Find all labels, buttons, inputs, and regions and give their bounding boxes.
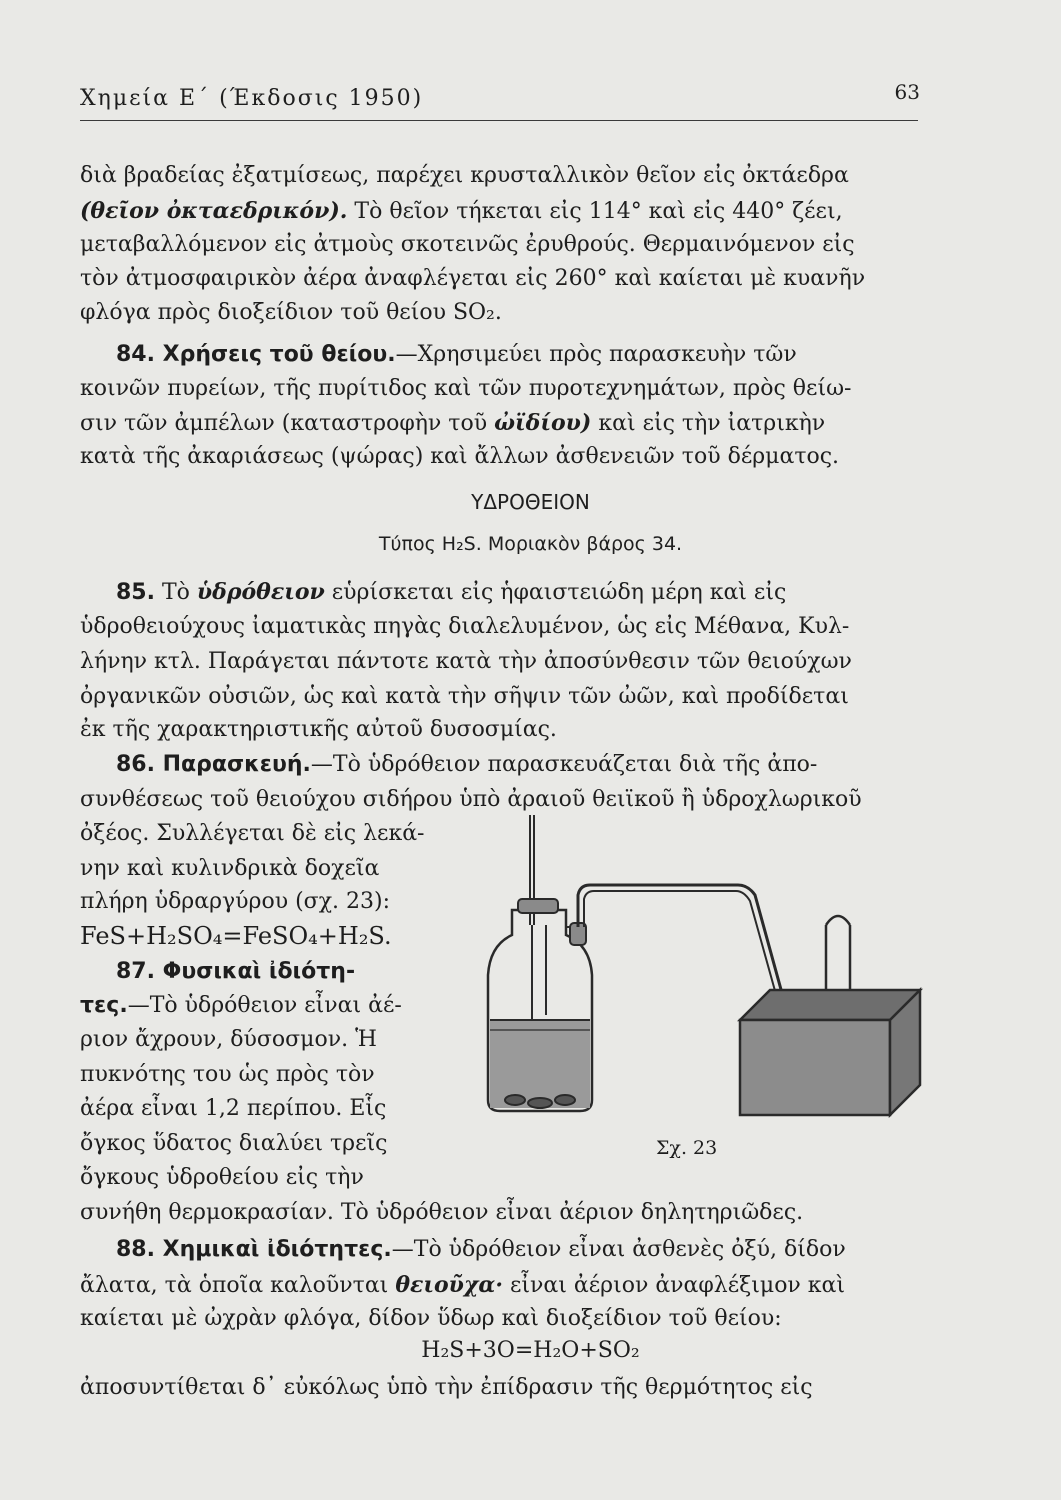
section-87 [80,958,460,986]
header-rule [80,120,918,121]
section-heading: 88. Χημικαὶ ἰδιότητες. [116,1237,392,1262]
text-line: ὀξέος. Συλλέγεται δὲ εἰς λεκά- [80,821,425,846]
section-88: 88. Χημικαὶ ἰδιότητες.—Τὸ ὑδρόθειον εἶναι ἀσθενὲς ὀξύ, δίδον [116,1237,846,1262]
text-line: σιν τῶν ἀμπέλων (καταστροφὴν τοῦ ὠϊδίου) καὶ εἰς τὴν ἰατρικὴν [80,410,826,436]
acid-liquid [490,1020,590,1108]
reaction-formula: H₂S+3O=H₂O+SO₂ [421,1338,640,1363]
section-heading: 84. Χρήσεις τοῦ θείου. [116,342,396,367]
section-subtitle: Τύπος H₂S. Μοριακὸν βάρος 34. [378,533,683,555]
text-line: συνθέσεως τοῦ θειούχου σιδήρου ὑπὸ ἀραιοῦ θειϊκοῦ ἢ ὑδροχλωρικοῦ [80,787,862,812]
section-84: 84. Χρήσεις τοῦ θείου.—Χρησιμεύει πρὸς παρασκευὴν τῶν [116,342,797,367]
text-line: ὄγκος ὕδατος διαλύει τρεῖς [80,1131,388,1156]
text-line: κοινῶν πυρείων, τῆς πυρίτιδος καὶ τῶν πυροτεχνημάτων, πρὸς θείω- [80,376,852,401]
italic-term: ὑδρόθειον [196,579,325,605]
figure-caption: Σχ. 23 [656,1137,718,1159]
text-line: συνήθη θερμοκρασίαν. Τὸ ὑδρόθειον εἶναι ἀέριον δηλητηριῶδες. [80,1200,804,1225]
text-line: πλήρη ὑδραργύρου (σχ. 23): [80,889,391,914]
text-line: φλόγα πρὸς διοξείδιον τοῦ θείου SO₂. [80,300,502,325]
reaction-formula: FeS+H₂SO₄=FeSO₄+H₂S. [80,922,392,950]
text-line: ἀποσυντίθεται δ᾽ εὐκόλως ὑπὸ τὴν ἐπίδρασιν τῆς θερμότητος εἰς [80,1375,813,1400]
header-title: Χημεία Ε΄ (Έκδοσις 1950) [80,86,424,111]
text-line: ὀργανικῶν οὐσιῶν, ὡς καὶ κατὰ τὴν σῆψιν τῶν ὠῶν, καὶ προδίδεται [80,684,849,709]
text-line: ὑδροθειούχους ἰαματικὰς πηγὰς διαλελυμένον, ὡς εἰς Μέθανα, Κυλ- [80,614,850,639]
text-line: κατὰ τῆς ἀκαριάσεως (ψώρας) καὶ ἄλλων ἀσθενειῶν τοῦ δέρματος. [80,444,840,469]
running-header [80,80,920,111]
text-line: ὄγκους ὑδροθείου εἰς τὴν [80,1165,364,1190]
section-86: 86. Παρασκευή.—Τὸ ὑδρόθειον παρασκευάζεται διὰ τῆς ἀπο- [116,752,818,777]
text-line: καίεται μὲ ὠχρὰν φλόγα, δίδον ὕδωρ καὶ διοξείδιον τοῦ θείου: [80,1306,782,1331]
text-line: ἄλατα, τὰ ὁποῖα καλοῦνται θειοῦχα· εἶναι ἀέριον ἀναφλέξιμον καὶ [80,1272,846,1298]
page-number: 63 [894,80,920,104]
stopper [518,899,558,913]
text-line: λήνην κτλ. Παράγεται πάντοτε κατὰ τὴν ἀποσύνθεσιν τῶν θειούχων [80,649,852,674]
text-line: τὸν ἀτμοσφαιρικὸν ἀέρα ἀναφλέγεται εἰς 260° καὶ καίεται μὲ κυανῆν [80,266,866,291]
apparatus-figure [470,815,930,1135]
italic-term: θειοῦχα· [395,1272,504,1298]
italic-term: ὠϊδίου) [494,410,592,436]
section-85: 85. Τὸ ὑδρόθειον εὑρίσκεται εἰς ἡφαιστειώδη μέρη καὶ εἰς [116,579,787,605]
text-line: πυκνότης του ὡς πρὸς τὸν [80,1062,375,1087]
text-line: μεταβαλλόμενον εἰς ἀτμοὺς σκοτεινῶς ἐρυθρούς. Θερμαινόμενον εἰς [80,232,855,257]
text-line: (θεῖον ὀκταεδρικόν). Τὸ θεῖον τήκεται εἰς 114° καὶ εἰς 440° ζέει, [80,198,843,224]
text-line: ἐκ τῆς χαρακτηριστικῆς αὐτοῦ δυσοσμίας. [80,717,557,742]
section-heading: 87. Φυσικαὶ ἰδιότη- [116,959,356,984]
section-title: ΥΔΡΟΘΕΙΟΝ [471,490,590,514]
section-heading: 86. Παρασκευή. [116,752,311,777]
text-line: ἀέρα εἶναι 1,2 περίπου. Εἷς [80,1096,387,1121]
text-line: διὰ βραδείας ἐξατμίσεως, παρέχει κρυσταλλικὸν θεῖον εἰς ὀκτάεδρα [80,163,849,188]
text-line: ριον ἄχρουν, δύσοσμον. Ἡ [80,1027,377,1052]
text-line: τες.—Τὸ ὑδρόθειον εἶναι ἀέ- [80,993,402,1018]
text-line: νην καὶ κυλινδρικὰ δοχεῖα [80,856,380,881]
italic-term: (θεῖον ὀκταεδρικόν). [80,198,348,224]
